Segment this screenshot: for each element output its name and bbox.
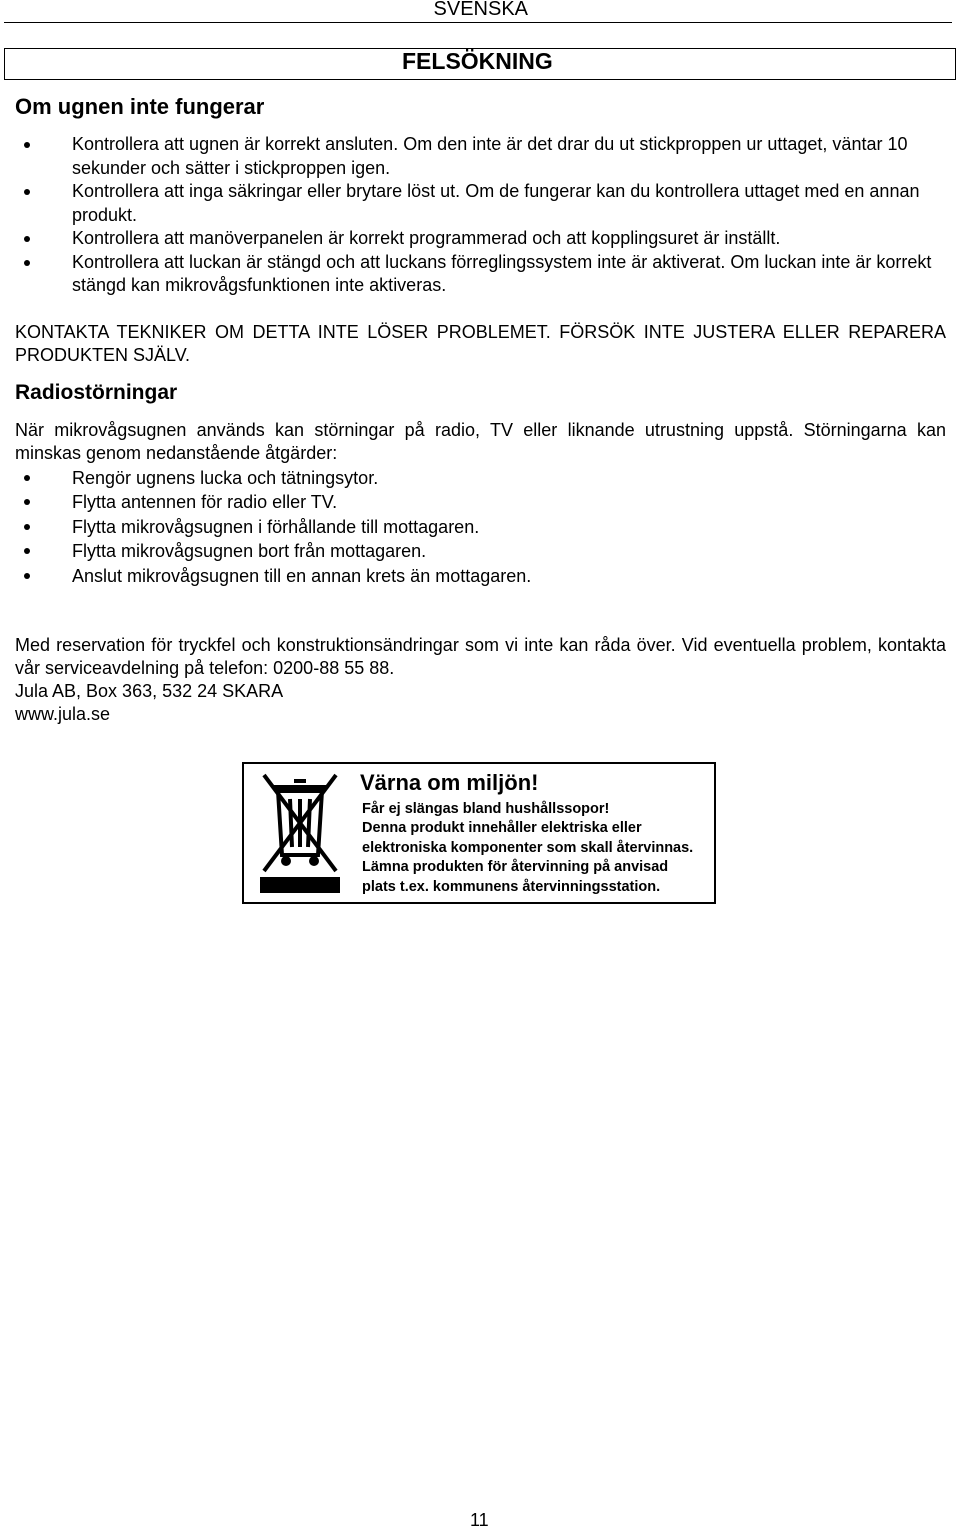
not-working-list — [0, 133, 960, 298]
footer-info — [15, 634, 946, 726]
page-number: 11 — [470, 1510, 489, 1530]
bullet-icon — [24, 475, 30, 481]
section-title: FELSÖKNING — [402, 48, 553, 74]
bullet-icon — [24, 236, 30, 242]
language-label: SVENSKA — [433, 0, 528, 20]
bullet-icon — [24, 499, 30, 505]
radio-interference-list — [0, 466, 960, 588]
eco-text — [362, 800, 693, 897]
eco-title: Värna om miljön! — [360, 770, 539, 795]
list-item — [0, 180, 960, 227]
list-item-text: Kontrollera att inga säkringar eller brytare löst ut. Om de fungerar kan du kontrollera uttaget med en annan produkt. — [72, 181, 920, 225]
crossed-out-wheelie-bin-icon — [254, 769, 346, 897]
company-address: Jula AB, Box 363, 532 24 SKARA — [15, 681, 284, 701]
list-item — [0, 227, 960, 251]
list-item-text: Rengör ugnens lucka och tätningsytor. — [72, 468, 379, 488]
list-item — [0, 564, 960, 588]
list-item-text: Flytta mikrovågsugnen bort från mottagaren. — [72, 541, 427, 562]
bullet-icon — [24, 573, 30, 579]
list-item-text: Kontrollera att ugnen är korrekt ansluten. Om den inte är det drar du ut stickproppen ur uttaget, väntar 10 sekunder och sätter i stickproppen igen. — [72, 134, 908, 178]
list-item — [0, 251, 960, 298]
website-link[interactable]: www.jula.se — [15, 704, 111, 724]
list-item-text: Anslut mikrovågsugnen till en annan krets än mottagaren. — [72, 565, 532, 586]
bullet-icon — [24, 189, 30, 195]
bullet-icon — [24, 524, 30, 530]
eco-line: plats t.ex. kommunens återvinningsstation. — [362, 878, 661, 895]
reservation-text: Med reservation för tryckfel och konstruktionsändringar som vi inte kan råda över. Vid eventuella problem, kontakta vår serviceavdelning på telefon: 0200-88 55 88. — [15, 635, 946, 678]
radio-interference-intro: När mikrovågsugnen används kan störningar på radio, TV eller liknande utrustning uppstå. Störningarna kan minskas genom nedanstående åtgärder: — [15, 420, 946, 463]
list-item-text: Flytta mikrovågsugnen i förhållande till mottagaren. — [72, 516, 480, 537]
list-item-text: Kontrollera att manöverpanelen är korrekt programmerad och att kopplingsuret är inställt. — [72, 228, 781, 248]
bullet-icon — [24, 142, 30, 148]
contact-technician-warning: KONTAKTA TEKNIKER OM DETTA INTE LÖSER PROBLEMET. FÖRSÖK INTE JUSTERA ELLER REPARERA PRODUKTEN SJÄLV. — [15, 322, 946, 365]
list-item — [0, 515, 960, 539]
list-item — [0, 490, 960, 514]
list-item-text: Kontrollera att luckan är stängd och att luckans förreglingssystem inte är aktiverat. Om luckan inte är korrekt stängd kan mikrovågsfunktionen inte aktiveras. — [72, 251, 932, 295]
eco-line: Får ej slängas bland hushållssopor! — [362, 801, 610, 817]
radio-interference-heading: Radiostörningar — [15, 381, 178, 404]
not-working-heading: Om ugnen inte fungerar — [15, 94, 265, 119]
environment-notice — [242, 762, 716, 904]
list-item — [0, 133, 960, 180]
list-item — [0, 466, 960, 490]
eco-line: elektroniska komponenter som skall återvinnas. — [362, 839, 694, 856]
eco-line: Lämna produkten för återvinning på anvisad — [362, 859, 669, 876]
eco-line: Denna produkt innehåller elektriska eller — [362, 820, 642, 837]
bullet-icon — [24, 548, 30, 554]
bullet-icon — [24, 260, 30, 266]
header-divider — [4, 22, 952, 23]
list-item — [0, 539, 960, 563]
list-item-text: Flytta antennen för radio eller TV. — [72, 492, 338, 513]
